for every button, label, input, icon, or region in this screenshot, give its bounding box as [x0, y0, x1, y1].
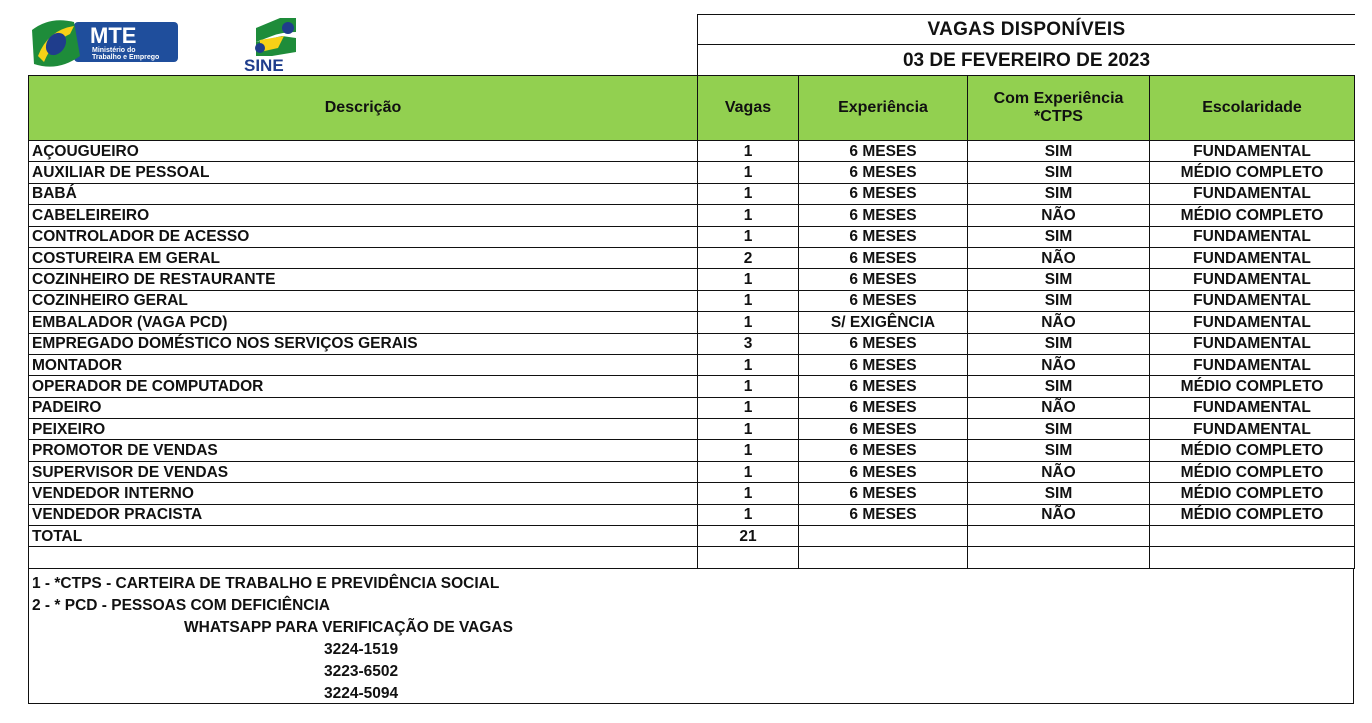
- phone-number: 3223-6502: [324, 662, 399, 680]
- date-label: 03 DE FEVEREIRO DE 2023: [902, 50, 1151, 71]
- table-row: VENDEDOR PRACISTA 1 6 MESES NÃO MÉDIO COMPLETO: [29, 504, 1355, 525]
- note-pcd: 2 - * PCD - PESSOAS COM DEFICIÊNCIA: [32, 596, 330, 614]
- svg-text:MTE: MTE: [90, 23, 137, 48]
- table-row: COZINHEIRO DE RESTAURANTE 1 6 MESES SIM FUNDAMENTAL: [29, 269, 1355, 290]
- col-header-ctps: Com Experiência *CTPS: [968, 76, 1150, 141]
- note-ctps: 1 - *CTPS - CARTEIRA DE TRABALHO E PREVIDÊNCIA SOCIAL: [32, 574, 500, 592]
- table-row: COZINHEIRO GERAL 1 6 MESES SIM FUNDAMENTAL: [29, 290, 1355, 311]
- col-header-descricao: Descrição: [29, 76, 698, 141]
- table-row: PEIXEIRO 1 6 MESES SIM FUNDAMENTAL: [29, 419, 1355, 440]
- page-title: VAGAS DISPONÍVEIS: [698, 15, 1355, 45]
- table-row: COSTUREIRA EM GERAL 2 6 MESES NÃO FUNDAMENTAL: [29, 247, 1355, 268]
- table-row: PROMOTOR DE VENDAS 1 6 MESES SIM MÉDIO COMPLETO: [29, 440, 1355, 461]
- table-row: CONTROLADOR DE ACESSO 1 6 MESES SIM FUNDAMENTAL: [29, 226, 1355, 247]
- table-header-row: [29, 76, 1355, 141]
- sheet-header: [28, 14, 1354, 75]
- phone-number: 3224-5094: [324, 684, 399, 702]
- logos-area: [28, 14, 697, 75]
- col-header-escolaridade: Escolaridade: [1150, 76, 1355, 141]
- table-row: OPERADOR DE COMPUTADOR 1 6 MESES SIM MÉDIO COMPLETO: [29, 376, 1355, 397]
- empty-row: [29, 547, 1355, 568]
- table-row: CABELEIREIRO 1 6 MESES NÃO MÉDIO COMPLETO: [29, 205, 1355, 226]
- col-header-vagas: Vagas: [698, 76, 799, 141]
- table-row: SUPERVISOR DE VENDAS 1 6 MESES NÃO MÉDIO COMPLETO: [29, 461, 1355, 482]
- table-row: VENDEDOR INTERNO 1 6 MESES SIM MÉDIO COMPLETO: [29, 483, 1355, 504]
- svg-text:SINE: SINE: [244, 56, 284, 74]
- title-box: [697, 14, 1355, 76]
- sine-logo-icon: [242, 16, 302, 74]
- table-row: AUXILIAR DE PESSOAL 1 6 MESES SIM MÉDIO COMPLETO: [29, 162, 1355, 183]
- table-row: MONTADOR 1 6 MESES NÃO FUNDAMENTAL: [29, 354, 1355, 375]
- svg-text:Ministério do: Ministério do: [92, 47, 136, 54]
- total-row: TOTAL 21: [29, 526, 1355, 547]
- phone-number: 3224-1519: [324, 640, 399, 658]
- table-row: PADEIRO 1 6 MESES NÃO FUNDAMENTAL: [29, 397, 1355, 418]
- table-row: AÇOUGUEIRO 1 6 MESES SIM FUNDAMENTAL: [29, 141, 1355, 162]
- table-row: BABÁ 1 6 MESES SIM FUNDAMENTAL: [29, 183, 1355, 204]
- vacancies-table: [28, 75, 1355, 569]
- table-row: EMBALADOR (VAGA PCD) 1 S/ EXIGÊNCIA NÃO FUNDAMENTAL: [29, 312, 1355, 333]
- whatsapp-label: WHATSAPP PARA VERIFICAÇÃO DE VAGAS: [184, 618, 513, 636]
- col-header-experiencia: Experiência: [799, 76, 968, 141]
- mte-logo-icon: [30, 16, 180, 68]
- table-row: EMPREGADO DOMÉSTICO NOS SERVIÇOS GERAIS 3 6 MESES SIM FUNDAMENTAL: [29, 333, 1355, 354]
- svg-text:Trabalho e Emprego: Trabalho e Emprego: [92, 54, 160, 61]
- notes-box: [28, 569, 1354, 704]
- job-vacancies-sheet: [28, 14, 1354, 704]
